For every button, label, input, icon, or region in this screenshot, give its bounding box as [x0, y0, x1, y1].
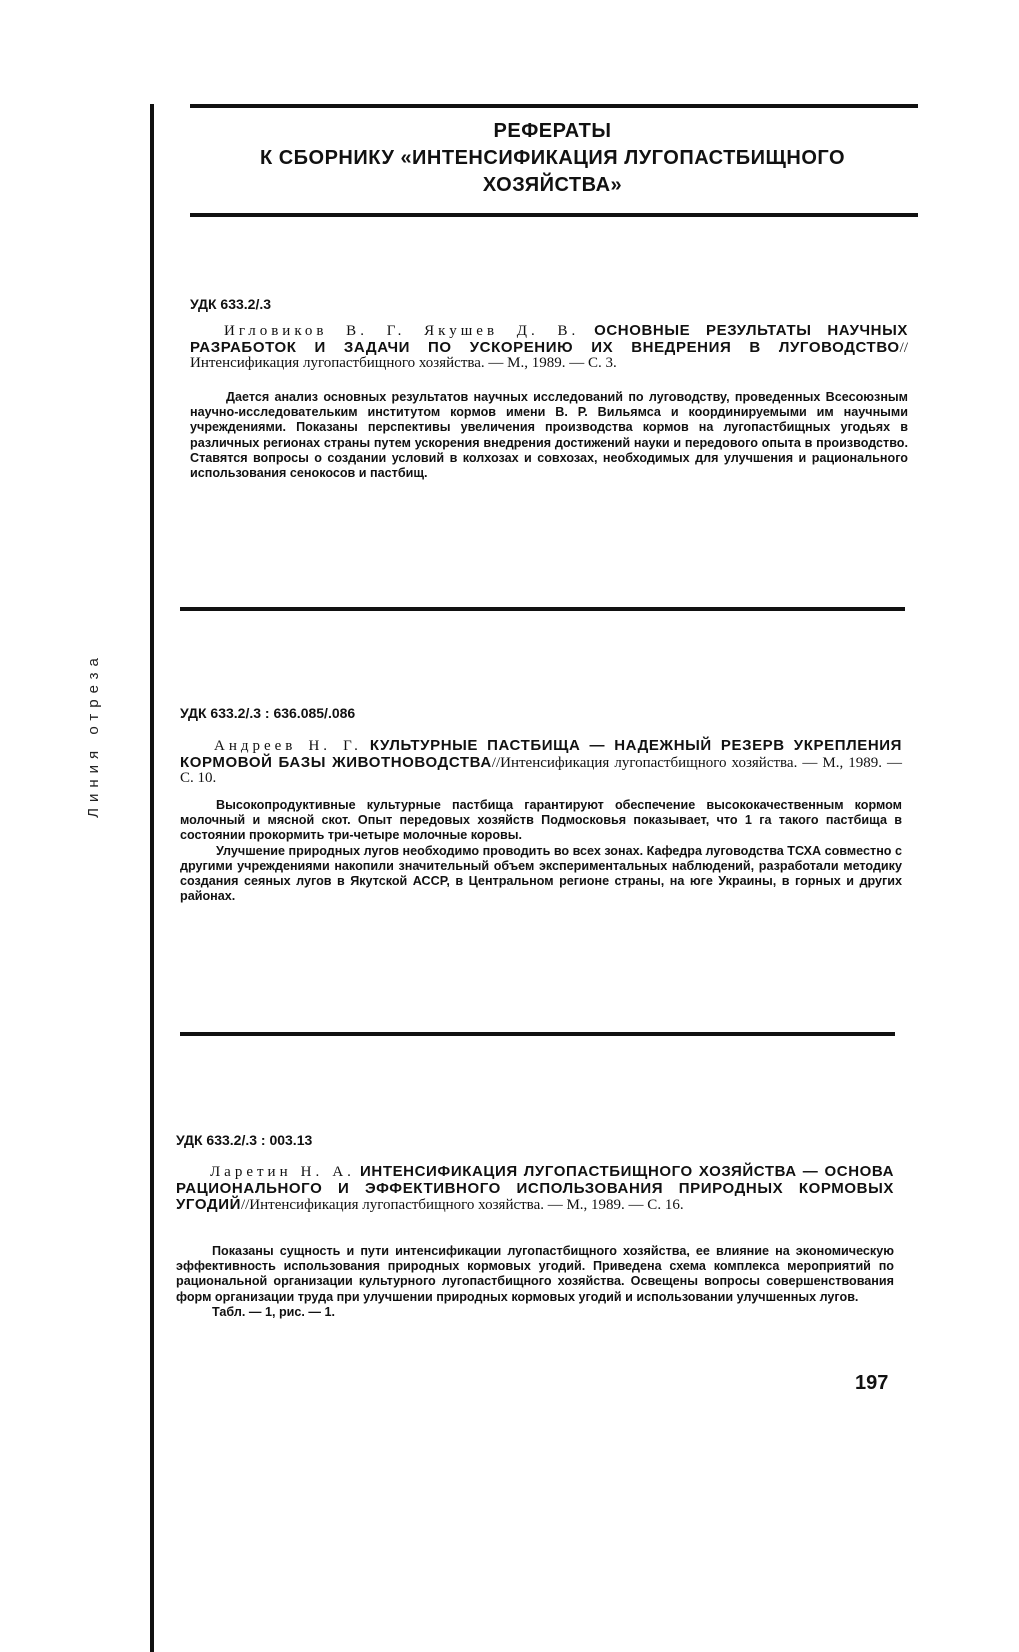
source-2: //Интенсификация лугопастбищного хозяйства. — М., 1989. — С. 10. [180, 754, 902, 786]
header-top-rule [190, 104, 918, 108]
title-3: ИНТЕНСИФИКАЦИЯ ЛУГОПАСТБИЩНОГО ХОЗЯЙСТВА — ОСНОВА РАЦИОНАЛЬНОГО И ЭФФЕКТИВНОГО ИСПОЛЬЗОВАНИЯ ПРИРОДНЫХ КОРМОВЫХ УГОДИЙ [176, 1163, 895, 1213]
reference-1 [190, 323, 908, 372]
udc-3: УДК 633.2/.3 : 003.13 [176, 1132, 313, 1148]
udc-2: УДК 633.2/.3 : 636.085/.086 [180, 705, 356, 721]
separator-rule-1 [180, 607, 905, 611]
page-number: 197 [855, 1372, 889, 1394]
header-bottom-rule [190, 213, 918, 217]
abstract-3-paragraph-1: Показаны сущность и пути интенсификации лугопастбищного хозяйства, ее влияние на экономическую эффективность использования природных кормовых угодий. Приведена схема комплекса мероприятий по рациональной организации культурного лугопастбищного хозяйства. Освещены вопросы совершенствования форм организации труда при улучшении природных кормовых угодий и использовании улучшенных лугов. [176, 1244, 894, 1304]
authors-3: Ларетин Н. А. [210, 1164, 355, 1180]
abstract-2-paragraph-1: Высокопродуктивные культурные пастбища гарантируют обеспечение высококачественным кормом молочный и мясной скот. Опыт передовых хозяйств Подмосковья показывает, что 1 га такого пастбища в состоянии прокормить три-четыре молочные коровы. [180, 798, 902, 843]
abstract-text-1: Дается анализ основных результатов научных исследований по луговодству, проведенных Всесоюзным научно-исследовательким институтом кормов имени В. Р. Вильямса и координируемыми им научными учреждениями. Показаны перспективы увеличения производства кормов на лугопастбищных угодьях в различных регионах страны путем ускорения внедрения достижений науки и передового опыта в производство. Ставятся вопросы о создании условий в колхозах и совхозах, необходимых для улучшения и рационального использования сенокосов и пастбищ. [190, 390, 908, 481]
abstract-2-paragraph-2: Улучшение природных лугов необходимо проводить во всех зонах. Кафедра луговодства ТСХА совместно с другими учреждениями накопили значительный объем экспериментальных наблюдений, разработали методику создания сеяных лугов в Якутской АССР, в Центральном регионе страны, на юге Украины, в горных и других районах. [180, 843, 902, 904]
title-line-1: РЕФЕРАТЫ [493, 120, 612, 142]
reference-2 [180, 738, 902, 787]
title-1: ОСНОВНЫЕ РЕЗУЛЬТАТЫ НАУЧНЫХ РАЗРАБОТОК И ЗАДАЧИ ПО УСКОРЕНИЮ ИХ ВНЕДРЕНИЯ В ЛУГОВОДСТВО [190, 322, 909, 356]
page-title [190, 118, 915, 199]
udc-1: УДК 633.2/.3 [190, 296, 272, 312]
separator-rule-2 [180, 1032, 895, 1036]
authors-1: Игловиков В. Г. Якушев Д. В. [224, 323, 580, 339]
source-3: //Интенсификация лугопастбищного хозяйства. — М., 1989. — С. 16. [240, 1197, 684, 1213]
title-line-2: К СБОРНИКУ «ИНТЕНСИФИКАЦИЯ ЛУГОПАСТБИЩНОГО [259, 147, 846, 169]
abstract-text-3 [176, 1244, 894, 1320]
margin-vertical-line [150, 104, 154, 1652]
abstract-text-2 [180, 798, 902, 904]
title-line-3: ХОЗЯЙСТВА» [482, 174, 623, 196]
source-1: //Интенсификация лугопастбищного хозяйства. — М., 1989. — С. 3. [190, 339, 908, 371]
cut-line-label: Линия отреза [85, 652, 102, 818]
title-2: КУЛЬТУРНЫЕ ПАСТБИЩА — НАДЕЖНЫЙ РЕЗЕРВ УКРЕПЛЕНИЯ КОРМОВОЙ БАЗЫ ЖИВОТНОВОДСТВА [180, 737, 903, 771]
abstract-3-paragraph-2: Табл. — 1, рис. — 1. [212, 1304, 335, 1319]
authors-2: Андреев Н. Г. [214, 738, 362, 754]
reference-3 [176, 1164, 894, 1214]
